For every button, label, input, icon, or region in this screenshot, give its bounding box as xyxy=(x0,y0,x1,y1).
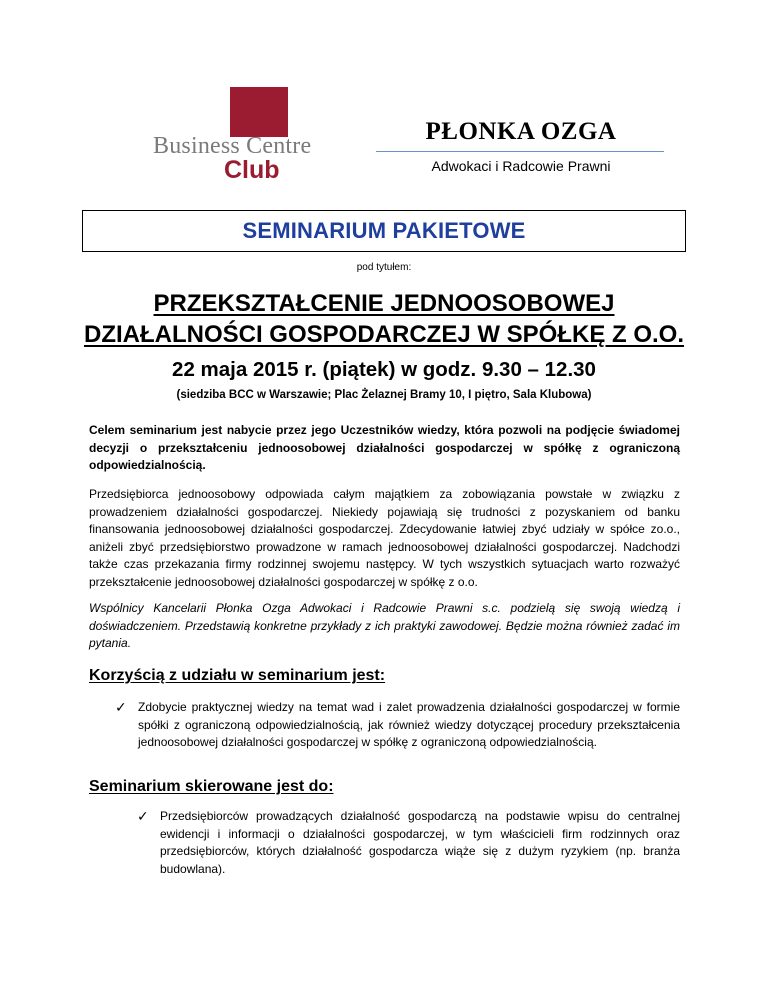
seminar-type-title: SEMINARIUM PAKIETOWE xyxy=(242,218,526,243)
plonka-ozga-logo-name: PŁONKA OZGA xyxy=(425,118,617,145)
event-date-time: 22 maja 2015 r. (piątek) w godz. 9.30 – 12.30 xyxy=(172,358,596,381)
audience-item: Przedsiębiorców prowadzących działalność gospodarczą na podstawie wpisu do centralnej ewidencji i informacji o działalności gospodarczej, w tym właścicieli firm rodzinnych oraz przedsiębiorców, których działalność gospodarcza wiąże się z dużym ryzykiem (np. branża budowlana). xyxy=(160,809,680,876)
checkmark-icon: ✓ xyxy=(115,699,127,715)
goal-paragraph: Celem seminarium jest nabycie przez jego Uczestników wiedzy, która pozwoli na podjęcie świadomej decyzji o przekształceniu jednoosobowej działalności gospodarczej w spółkę z ograniczoną odpowiedzialnością. xyxy=(89,423,680,472)
seminar-title xyxy=(40,288,728,350)
checkmark-icon: ✓ xyxy=(137,808,149,824)
intro-paragraph: Przedsiębiorca jednoosobowy odpowiada całym majątkiem za zobowiązania powstałe w związku z prowadzeniem działalności gospodarczej. Niekiedy pojawiają się trudności z pozyskaniem od banku finansowania jednoosobowej działalności gospodarczej. Zdecydowanie łatwiej zbyć udziały w spółce zo.o., aniżeli zbyć przedsiębiorstwo prowadzone w ramach jednoosobowej działalności gospodarczej. Nadchodzi także czas przekazania firmy rodzinnej swojemu następcy. W tych wszystkich sytuacjach warto rozważyć przekształcenie jednoosobowej działalności gospodarczej w spółkę z o.o. xyxy=(89,487,680,589)
plonka-ozga-logo-subtitle: Adwokaci i Radcowie Prawni xyxy=(431,158,611,174)
seminar-title-line1: PRZEKSZTAŁCENIE JEDNOOSOBOWEJ xyxy=(153,290,615,317)
benefit-heading: Korzyścią z udziału w seminarium jest: xyxy=(89,667,386,684)
benefit-item: Zdobycie praktycznej wiedzy na temat wad i zalet prowadzenia działalności gospodarczej w formie spółki z ograniczoną odpowiedzialnością, jak również wiedzy dotyczącej procedury przekształcenia jednoosobowej działalności gospodarczej w spółkę z ograniczoną odpowiedzialnością. xyxy=(138,700,680,749)
subtitle-label: pod tytułem: xyxy=(356,262,412,273)
plonka-ozga-divider xyxy=(376,151,664,152)
seminar-title-line2: DZIAŁALNOŚCI GOSPODARCZEJ W SPÓŁKĘ Z O.O. xyxy=(83,321,685,348)
bcc-logo-text: Business Centre xyxy=(153,133,312,159)
seminar-type-box xyxy=(82,210,686,252)
bcc-logo-square xyxy=(230,87,288,137)
speakers-paragraph: Wspólnicy Kancelarii Płonka Ozga Adwokaci i Radcowie Prawni s.c. podzielą się swoją wiedzą i doświadczeniem. Przedstawią konkretne przykłady z ich praktyki zawodowej. Będzie można również zadać im pytania. xyxy=(89,601,680,650)
audience-heading: Seminarium skierowane jest do: xyxy=(89,778,334,795)
bcc-logo-club: Club xyxy=(224,156,280,184)
event-venue: (siedziba BCC w Warszawie; Plac Żelaznej Bramy 10, I piętro, Sala Klubowa) xyxy=(176,389,592,401)
